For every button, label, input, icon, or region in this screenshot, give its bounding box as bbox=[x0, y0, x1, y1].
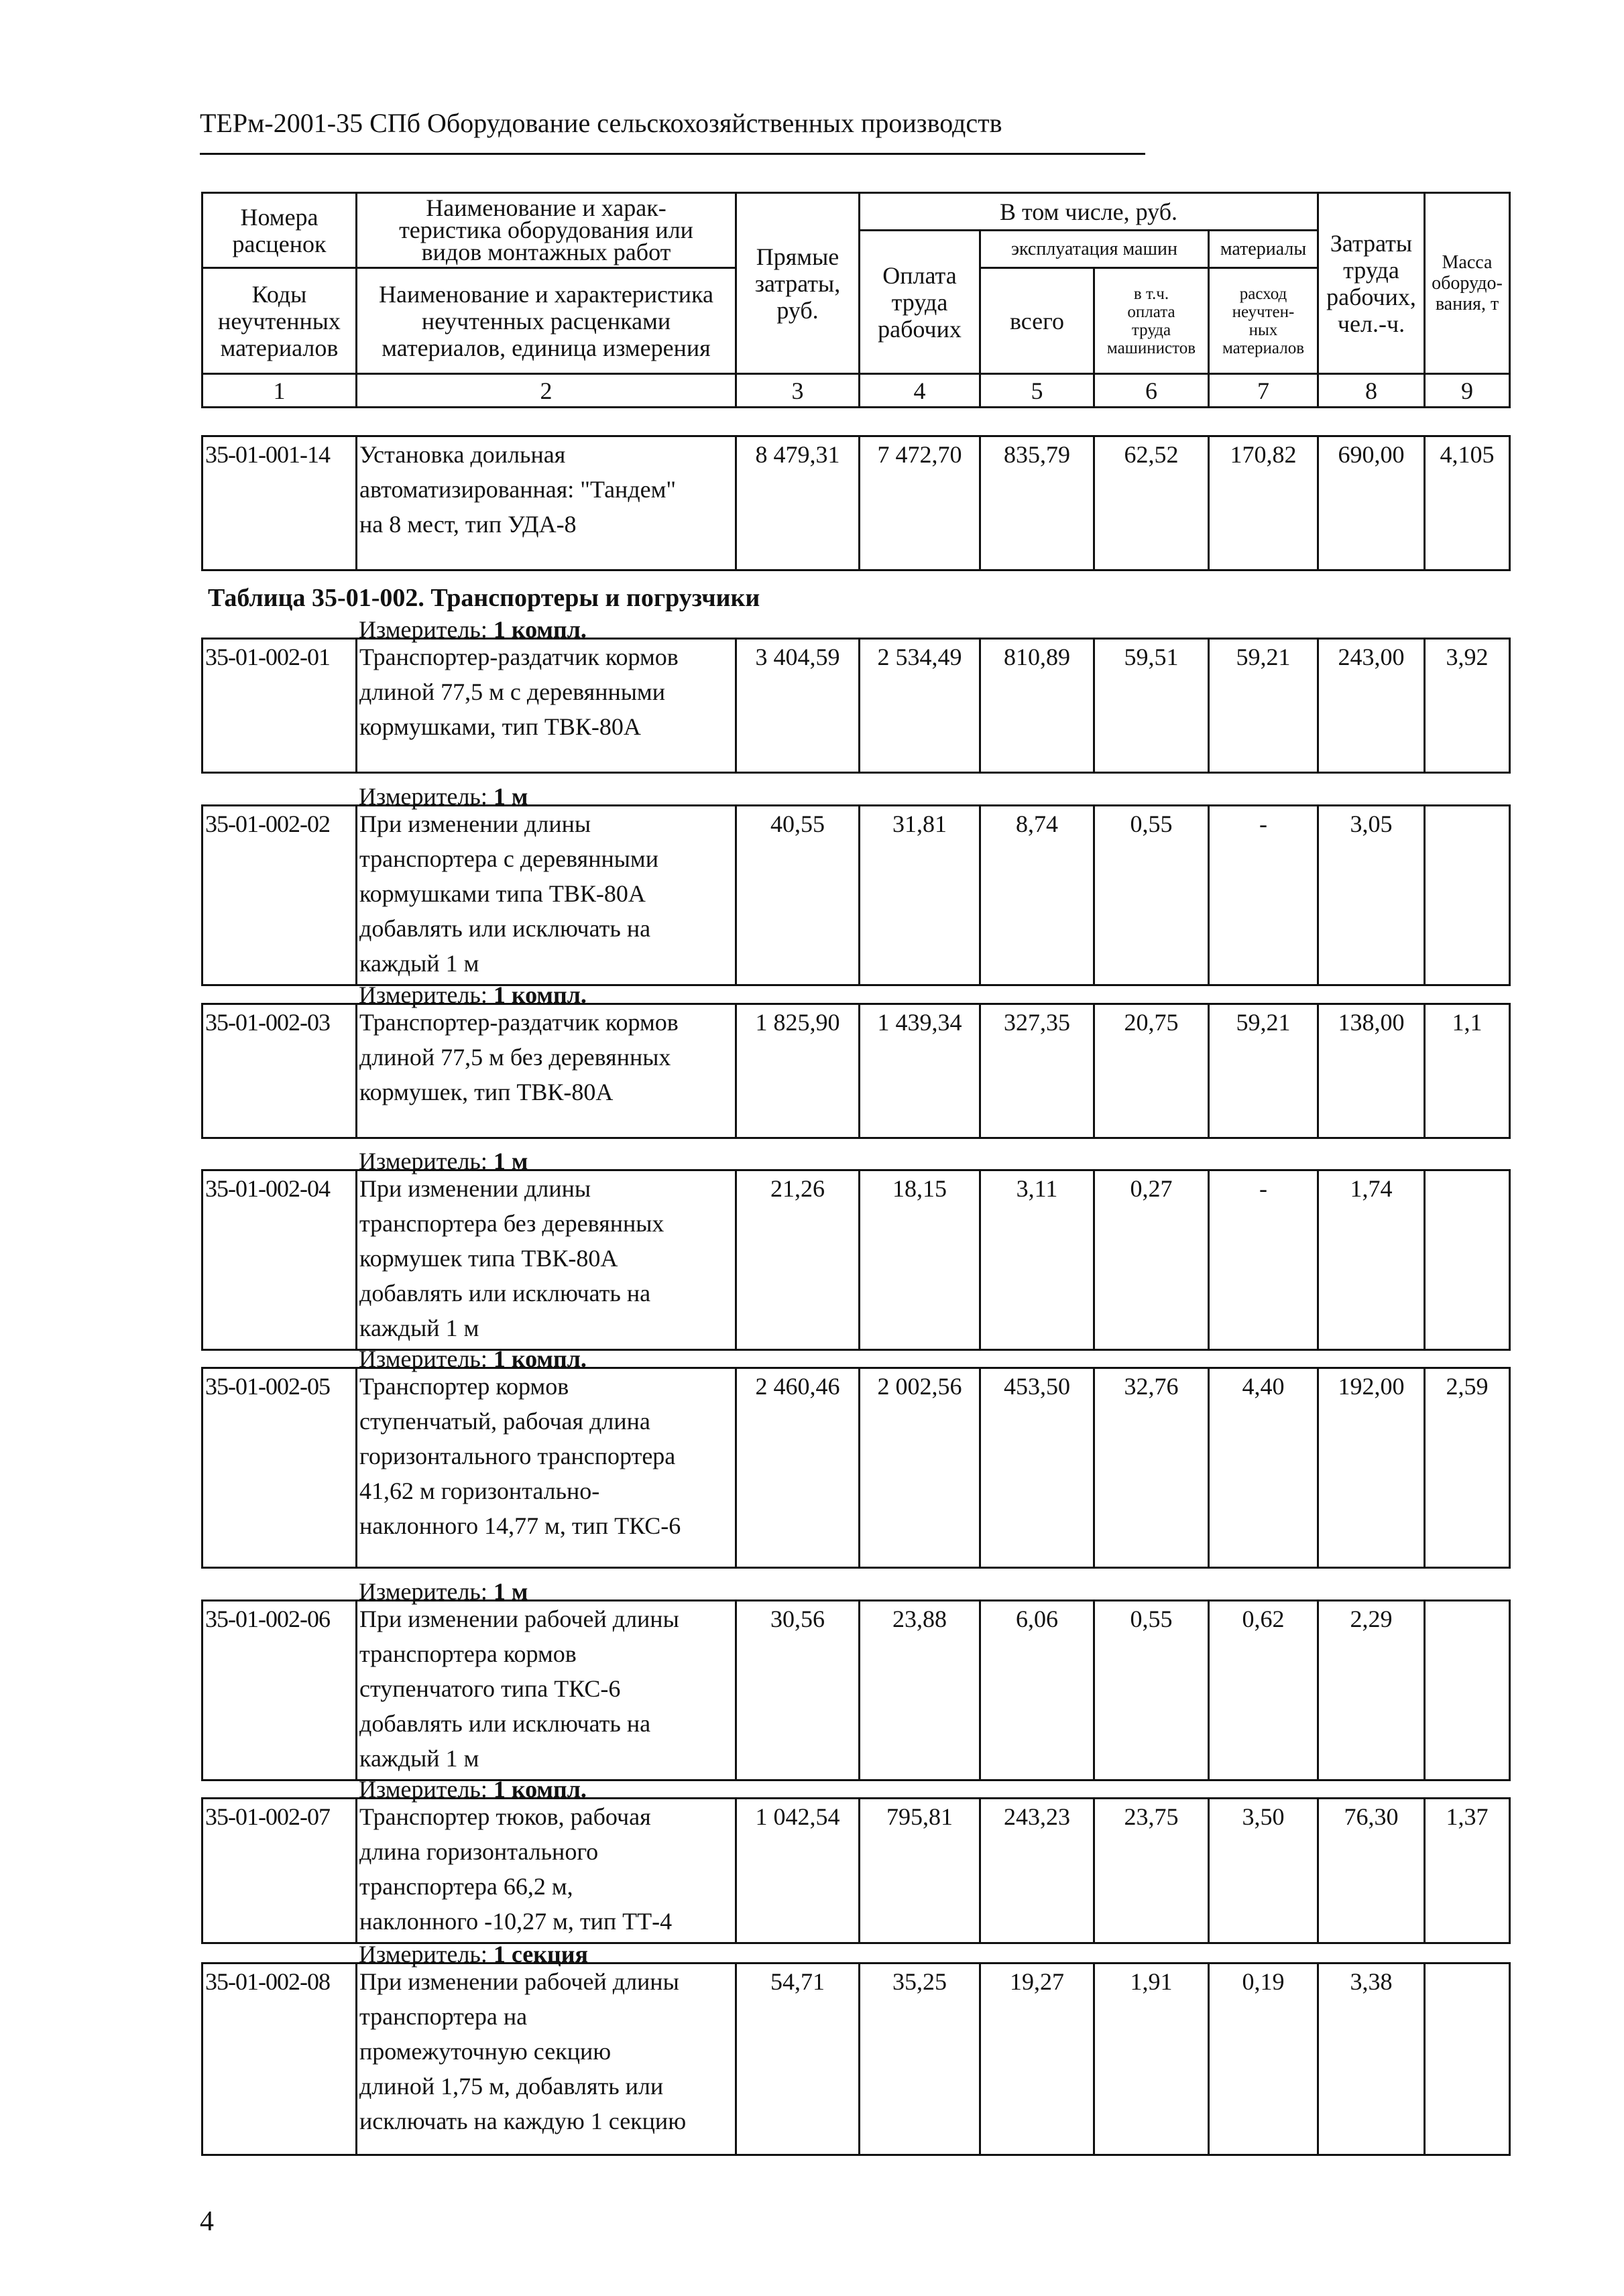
header-col-num-5: 5 bbox=[980, 374, 1094, 408]
header-equipment-name: Наименование и харак- теристика оборудования или видов монтажных работ bbox=[357, 193, 736, 268]
unit-of-measure: Измеритель: 1 компл. bbox=[359, 1345, 587, 1372]
unit-of-measure: Измеритель: 1 м bbox=[359, 1148, 528, 1174]
header-col-num-8: 8 bbox=[1318, 374, 1425, 408]
machines-total: 835,79 bbox=[980, 436, 1094, 570]
rate-description: Транспортер кормов ступенчатый, рабочая длина горизонтального транспортера 41,62 м горизонтально- наклонного 14,77 м, тип ТКС-6 bbox=[357, 1368, 736, 1568]
header-labor-wages: Оплата труда рабочих bbox=[860, 231, 980, 374]
header-machines-total: всего bbox=[980, 268, 1094, 374]
equipment-mass bbox=[1425, 1601, 1510, 1780]
table-row bbox=[202, 1601, 1510, 1780]
header-material-name: Наименование и характеристика неучтенных расценками материалов, единица измерения bbox=[357, 268, 736, 374]
table-row bbox=[202, 1368, 1510, 1568]
direct-costs: 54,71 bbox=[736, 1963, 860, 2155]
materials-cost: 3,50 bbox=[1209, 1799, 1318, 1943]
table-row bbox=[202, 639, 1510, 773]
materials-cost: 4,40 bbox=[1209, 1368, 1318, 1568]
rate-code: 35-01-002-06 bbox=[202, 1601, 357, 1780]
header-col-num-1: 1 bbox=[202, 374, 357, 408]
header-col-num-3: 3 bbox=[736, 374, 860, 408]
unit-of-measure: Измеритель: 1 секция bbox=[359, 1941, 588, 1968]
table-row bbox=[202, 436, 1510, 570]
operator-wages: 23,75 bbox=[1094, 1799, 1209, 1943]
direct-costs: 3 404,59 bbox=[736, 639, 860, 773]
table-row bbox=[202, 1799, 1510, 1943]
labor-wages: 1 439,34 bbox=[860, 1004, 980, 1138]
equipment-mass bbox=[1425, 1963, 1510, 2155]
operator-wages: 0,55 bbox=[1094, 806, 1209, 985]
labor-wages: 31,81 bbox=[860, 806, 980, 985]
machines-total: 327,35 bbox=[980, 1004, 1094, 1138]
direct-costs: 1 825,90 bbox=[736, 1004, 860, 1138]
materials-cost: - bbox=[1209, 806, 1318, 985]
materials-cost: 59,21 bbox=[1209, 1004, 1318, 1138]
table-row bbox=[202, 1004, 1510, 1138]
header-rate-numbers: Номера расценок bbox=[202, 193, 357, 268]
equipment-mass: 4,105 bbox=[1425, 436, 1510, 570]
machines-total: 810,89 bbox=[980, 639, 1094, 773]
table-row bbox=[202, 806, 1510, 985]
rate-description: При изменении длины транспортера без деревянных кормушек типа ТВК-80А добавлять или исключать на каждый 1 м bbox=[357, 1170, 736, 1350]
unit-of-measure: Измеритель: 1 компл. bbox=[359, 981, 587, 1008]
operator-wages: 20,75 bbox=[1094, 1004, 1209, 1138]
header-col-num-2: 2 bbox=[357, 374, 736, 408]
header-col-num-9: 9 bbox=[1425, 374, 1510, 408]
page-number: 4 bbox=[200, 2206, 214, 2237]
labor-hours: 3,38 bbox=[1318, 1963, 1425, 2155]
equipment-mass: 2,59 bbox=[1425, 1368, 1510, 1568]
document-title: ТЕРм-2001-35 СПб Оборудование сельскохозяйственных производств bbox=[200, 108, 1002, 138]
header-col-num-6: 6 bbox=[1094, 374, 1209, 408]
rate-table bbox=[201, 1367, 1511, 1569]
rate-code: 35-01-002-04 bbox=[202, 1170, 357, 1350]
equipment-mass bbox=[1425, 1170, 1510, 1350]
header-material-codes: Коды неучтенных материалов bbox=[202, 268, 357, 374]
header-equipment-mass: Масса оборудо- вания, т bbox=[1425, 193, 1510, 374]
equipment-mass: 1,37 bbox=[1425, 1799, 1510, 1943]
unit-of-measure: Измеритель: 1 м bbox=[359, 1578, 528, 1605]
header-materials: материалы bbox=[1209, 231, 1318, 268]
rate-code: 35-01-002-02 bbox=[202, 806, 357, 985]
rate-table bbox=[201, 1797, 1511, 1944]
header-operator-wages: в т.ч. оплата труда машинистов bbox=[1094, 268, 1209, 374]
rate-code: 35-01-001-14 bbox=[202, 436, 357, 570]
rate-table bbox=[201, 1962, 1511, 2156]
rate-code: 35-01-002-07 bbox=[202, 1799, 357, 1943]
materials-cost: - bbox=[1209, 1170, 1318, 1350]
unit-of-measure: Измеритель: 1 м bbox=[359, 783, 528, 810]
rate-description: Транспортер тюков, рабочая длина горизонтального транспортера 66,2 м, наклонного -10,27 м, тип ТТ-4 bbox=[357, 1799, 736, 1943]
rate-description: При изменении рабочей длины транспортера кормов ступенчатого типа ТКС-6 добавлять или исключать на каждый 1 м bbox=[357, 1601, 736, 1780]
operator-wages: 32,76 bbox=[1094, 1368, 1209, 1568]
operator-wages: 59,51 bbox=[1094, 639, 1209, 773]
unit-of-measure: Измеритель: 1 компл. bbox=[359, 616, 587, 643]
labor-hours: 2,29 bbox=[1318, 1601, 1425, 1780]
labor-wages: 18,15 bbox=[860, 1170, 980, 1350]
direct-costs: 40,55 bbox=[736, 806, 860, 985]
direct-costs: 1 042,54 bbox=[736, 1799, 860, 1943]
rate-table bbox=[201, 1003, 1511, 1139]
labor-wages: 23,88 bbox=[860, 1601, 980, 1780]
labor-wages: 2 002,56 bbox=[860, 1368, 980, 1568]
labor-hours: 138,00 bbox=[1318, 1004, 1425, 1138]
machines-total: 3,11 bbox=[980, 1170, 1094, 1350]
direct-costs: 21,26 bbox=[736, 1170, 860, 1350]
labor-hours: 243,00 bbox=[1318, 639, 1425, 773]
labor-wages: 35,25 bbox=[860, 1963, 980, 2155]
direct-costs: 2 460,46 bbox=[736, 1368, 860, 1568]
header-col-num-4: 4 bbox=[860, 374, 980, 408]
labor-wages: 795,81 bbox=[860, 1799, 980, 1943]
machines-total: 453,50 bbox=[980, 1368, 1094, 1568]
operator-wages: 1,91 bbox=[1094, 1963, 1209, 2155]
direct-costs: 8 479,31 bbox=[736, 436, 860, 570]
labor-wages: 2 534,49 bbox=[860, 639, 980, 773]
rate-code: 35-01-002-08 bbox=[202, 1963, 357, 2155]
rate-table bbox=[201, 804, 1511, 986]
materials-cost: 59,21 bbox=[1209, 639, 1318, 773]
rate-description: Транспортер-раздатчик кормов длиной 77,5 м с деревянными кормушками, тип ТВК-80А bbox=[357, 639, 736, 773]
labor-hours: 3,05 bbox=[1318, 806, 1425, 985]
equipment-mass bbox=[1425, 806, 1510, 985]
labor-hours: 690,00 bbox=[1318, 436, 1425, 570]
header-machine-operation: эксплуатация машин bbox=[980, 231, 1209, 268]
header-including: В том числе, руб. bbox=[860, 193, 1318, 231]
rate-table bbox=[201, 1599, 1511, 1781]
machines-total: 243,23 bbox=[980, 1799, 1094, 1943]
rate-table bbox=[201, 1169, 1511, 1351]
operator-wages: 0,55 bbox=[1094, 1601, 1209, 1780]
equipment-mass: 1,1 bbox=[1425, 1004, 1510, 1138]
table-row bbox=[202, 1963, 1510, 2155]
operator-wages: 62,52 bbox=[1094, 436, 1209, 570]
header-unaccounted-materials: расход неучтен- ных материалов bbox=[1209, 268, 1318, 374]
equipment-mass: 3,92 bbox=[1425, 639, 1510, 773]
rate-code: 35-01-002-01 bbox=[202, 639, 357, 773]
operator-wages: 0,27 bbox=[1094, 1170, 1209, 1350]
rate-code: 35-01-002-05 bbox=[202, 1368, 357, 1568]
rate-description: При изменении длины транспортера с деревянными кормушками типа ТВК-80А добавлять или исключать на каждый 1 м bbox=[357, 806, 736, 985]
rate-code: 35-01-002-03 bbox=[202, 1004, 357, 1138]
unit-of-measure: Измеритель: 1 компл. bbox=[359, 1776, 587, 1803]
header-table bbox=[201, 192, 1511, 408]
labor-wages: 7 472,70 bbox=[860, 436, 980, 570]
rate-description: Установка доильная автоматизированная: "Тандем" на 8 мест, тип УДА-8 bbox=[357, 436, 736, 570]
header-direct-costs: Прямые затраты, руб. bbox=[736, 193, 860, 374]
direct-costs: 30,56 bbox=[736, 1601, 860, 1780]
title-underline bbox=[200, 153, 1145, 155]
machines-total: 8,74 bbox=[980, 806, 1094, 985]
labor-hours: 76,30 bbox=[1318, 1799, 1425, 1943]
materials-cost: 0,62 bbox=[1209, 1601, 1318, 1780]
machines-total: 6,06 bbox=[980, 1601, 1094, 1780]
labor-hours: 192,00 bbox=[1318, 1368, 1425, 1568]
rate-description: При изменении рабочей длины транспортера на промежуточную секцию длиной 1,75 м, добавлять или исключать на каждую 1 секцию bbox=[357, 1963, 736, 2155]
header-col-num-7: 7 bbox=[1209, 374, 1318, 408]
table-caption: Таблица 35-01-002. Транспортеры и погрузчики bbox=[208, 584, 760, 612]
materials-cost: 0,19 bbox=[1209, 1963, 1318, 2155]
table-row bbox=[202, 1170, 1510, 1350]
labor-hours: 1,74 bbox=[1318, 1170, 1425, 1350]
rate-table bbox=[201, 638, 1511, 774]
rate-description: Транспортер-раздатчик кормов длиной 77,5 м без деревянных кормушек, тип ТВК-80А bbox=[357, 1004, 736, 1138]
rate-table bbox=[201, 435, 1511, 571]
materials-cost: 170,82 bbox=[1209, 436, 1318, 570]
header-labor-hours: Затраты труда рабочих, чел.-ч. bbox=[1318, 193, 1425, 374]
machines-total: 19,27 bbox=[980, 1963, 1094, 2155]
